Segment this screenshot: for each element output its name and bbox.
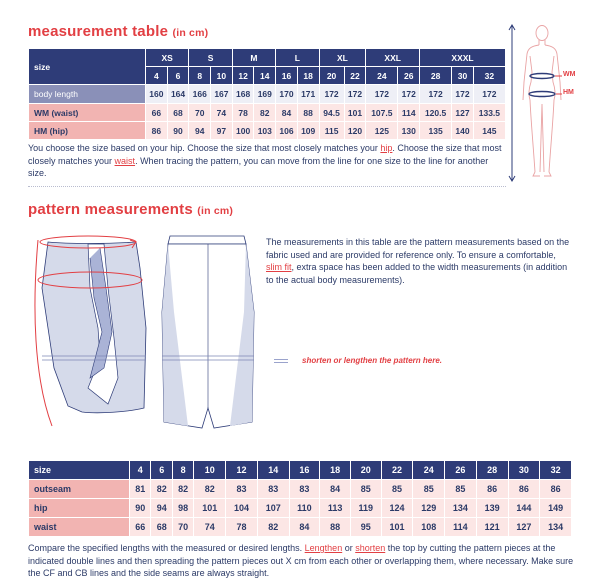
- table-cell: 172: [398, 85, 419, 103]
- table-cell: 168: [233, 85, 254, 103]
- table-cell: 101: [345, 104, 366, 121]
- table-cell: 95: [351, 518, 381, 536]
- table-cell: 66: [146, 104, 167, 121]
- size-number: 28: [420, 67, 451, 84]
- table-cell: 68: [151, 518, 171, 536]
- size-number: 12: [233, 67, 254, 84]
- table-cell: 90: [168, 122, 189, 139]
- table-cell: 70: [173, 518, 193, 536]
- lengthen-link[interactable]: Lengthen: [304, 543, 343, 553]
- table-cell: 129: [413, 499, 444, 517]
- skirt-back-illustration: [160, 232, 256, 442]
- table-cell: 94.5: [320, 104, 344, 121]
- table-cell: 81: [130, 480, 150, 498]
- shorten-lengthen-marker: [274, 359, 288, 363]
- table-cell: 169: [254, 85, 275, 103]
- table-cell: 94: [189, 122, 210, 139]
- adjust-length-instructions: [28, 542, 576, 580]
- table-cell: 164: [168, 85, 189, 103]
- size-number: 14: [258, 461, 289, 479]
- section-unit: (in cm): [172, 27, 209, 39]
- table-cell: 97: [211, 122, 232, 139]
- table-cell: 78: [233, 104, 254, 121]
- row-label-waist: waist: [29, 518, 129, 536]
- table-cell: 127: [452, 104, 473, 121]
- para3-text-1: Compare the specified lengths with the measured or desired lengths.: [28, 543, 305, 553]
- table-cell: 90: [130, 499, 150, 517]
- row-label-waist: WM (waist): [29, 104, 145, 121]
- section-unit: (in cm): [197, 205, 234, 217]
- table-cell: 86: [477, 480, 508, 498]
- table-cell: 125: [366, 122, 397, 139]
- table-cell: 101: [382, 518, 413, 536]
- table-cell: 134: [445, 499, 476, 517]
- hm-label: HM: [563, 89, 574, 96]
- size-number: 12: [226, 461, 257, 479]
- size-number: 6: [151, 461, 171, 479]
- section-title-text: pattern measurements: [28, 201, 193, 218]
- shorten-lengthen-note: shorten or lengthen the pattern here.: [302, 356, 443, 365]
- size-number: 16: [276, 67, 297, 84]
- table-cell: 66: [130, 518, 150, 536]
- size-xs: XS: [146, 49, 188, 66]
- size-number: 28: [477, 461, 508, 479]
- hip-link[interactable]: hip: [380, 143, 393, 153]
- table-cell: 149: [540, 499, 571, 517]
- table-cell: 104: [226, 499, 257, 517]
- table-cell: 107.5: [366, 104, 397, 121]
- table-cell: 114: [445, 518, 476, 536]
- table-cell: 124: [382, 499, 413, 517]
- table-cell: 82: [151, 480, 171, 498]
- table-cell: 83: [226, 480, 257, 498]
- size-number: 30: [509, 461, 540, 479]
- table-cell: 110: [290, 499, 320, 517]
- size-number: 18: [320, 461, 350, 479]
- table-cell: 106: [276, 122, 297, 139]
- para2-text-1: The measurements in this table are the pattern measurements based on the fabric used and are provided for reference only. To ensure a comfortable,: [266, 237, 570, 260]
- skirt-front-illustration: [28, 228, 156, 442]
- size-xxl: XXL: [366, 49, 419, 66]
- table-cell: 82: [258, 518, 289, 536]
- table-cell: 108: [413, 518, 444, 536]
- size-number: 30: [452, 67, 473, 84]
- table-cell: 109: [298, 122, 319, 139]
- table-cell: 103: [254, 122, 275, 139]
- table-cell: 100: [233, 122, 254, 139]
- size-header: size: [29, 461, 129, 479]
- divider: [28, 186, 506, 187]
- table-cell: 83: [258, 480, 289, 498]
- table-cell: 82: [194, 480, 225, 498]
- pattern-measurements-table: [28, 460, 572, 537]
- table-cell: 94: [151, 499, 171, 517]
- size-number: 10: [211, 67, 232, 84]
- table-cell: 166: [189, 85, 210, 103]
- table-cell: 74: [194, 518, 225, 536]
- table-cell: 113: [320, 499, 350, 517]
- size-number: 26: [445, 461, 476, 479]
- measurement-table: [28, 48, 506, 140]
- table-cell: 85: [445, 480, 476, 498]
- para3-text-3: the top by cutting the pattern pieces at the indicated double lines and then spreading the pattern pieces out X cm from each other or overlapping them, where necessary. Make sure the CF and CB lines and the side seams are always straight.: [28, 543, 574, 578]
- table-cell: 85: [382, 480, 413, 498]
- table-cell: 98: [173, 499, 193, 517]
- table-cell: 74: [211, 104, 232, 121]
- size-number: 16: [290, 461, 320, 479]
- size-l: L: [276, 49, 318, 66]
- table-cell: 86: [540, 480, 571, 498]
- size-number: 4: [130, 461, 150, 479]
- size-number: 14: [254, 67, 275, 84]
- table-cell: 88: [298, 104, 319, 121]
- table-cell: 82: [173, 480, 193, 498]
- size-number: 8: [189, 67, 210, 84]
- section-title-text: measurement table: [28, 23, 169, 40]
- table-cell: 68: [168, 104, 189, 121]
- table-cell: 70: [189, 104, 210, 121]
- table-cell: 160: [146, 85, 167, 103]
- pattern-measurements-title: [28, 201, 233, 218]
- table-cell: 140: [452, 122, 473, 139]
- table-cell: 86: [146, 122, 167, 139]
- size-xxxl: XXXL: [420, 49, 505, 66]
- table-cell: 133.5: [474, 104, 505, 121]
- table-cell: 120.5: [420, 104, 451, 121]
- table-cell: 85: [413, 480, 444, 498]
- size-number: 32: [540, 461, 571, 479]
- table-cell: 172: [474, 85, 505, 103]
- row-label-hip: HM (hip): [29, 122, 145, 139]
- para1-text-1: You choose the size based on your hip. Choose the size that most closely matches your: [28, 143, 381, 153]
- size-number: 6: [168, 67, 189, 84]
- size-s: S: [189, 49, 231, 66]
- table-cell: 144: [509, 499, 540, 517]
- size-instructions: [28, 142, 508, 180]
- row-label-hip: hip: [29, 499, 129, 517]
- table-cell: 83: [290, 480, 320, 498]
- para1-text-3: . When tracing the pattern, you can move from the line for one size to the line for another size.: [28, 155, 489, 178]
- table-cell: 172: [366, 85, 397, 103]
- size-number: 20: [320, 67, 344, 84]
- row-label-outseam: outseam: [29, 480, 129, 498]
- table-cell: 88: [320, 518, 350, 536]
- table-cell: 86: [509, 480, 540, 498]
- table-cell: 172: [345, 85, 366, 103]
- table-cell: 84: [290, 518, 320, 536]
- table-cell: 172: [452, 85, 473, 103]
- table-cell: 172: [420, 85, 451, 103]
- table-cell: 82: [254, 104, 275, 121]
- table-cell: 85: [351, 480, 381, 498]
- table-cell: 114: [398, 104, 419, 121]
- table-cell: 170: [276, 85, 297, 103]
- size-number: 32: [474, 67, 505, 84]
- row-label-body-length: body length: [29, 85, 145, 103]
- size-number: 4: [146, 67, 167, 84]
- table-cell: 139: [477, 499, 508, 517]
- size-number: 22: [345, 67, 366, 84]
- table-cell: 101: [194, 499, 225, 517]
- size-xl: XL: [320, 49, 366, 66]
- body-figure-illustration: [506, 22, 576, 184]
- table-cell: 84: [320, 480, 350, 498]
- table-cell: 119: [351, 499, 381, 517]
- size-header: size: [29, 49, 145, 84]
- table-cell: 145: [474, 122, 505, 139]
- waist-link[interactable]: waist: [114, 155, 136, 166]
- table-cell: 130: [398, 122, 419, 139]
- shorten-link[interactable]: shorten: [355, 543, 386, 553]
- table-cell: 135: [420, 122, 451, 139]
- size-number: 8: [173, 461, 193, 479]
- table-cell: 167: [211, 85, 232, 103]
- table-cell: 78: [226, 518, 257, 536]
- table-cell: 84: [276, 104, 297, 121]
- slim-fit-link[interactable]: slim fit: [266, 262, 292, 272]
- measurement-table-title: [28, 23, 208, 40]
- para3-text-2: or: [342, 543, 356, 553]
- wm-label: WM: [563, 71, 576, 78]
- table-cell: 171: [298, 85, 319, 103]
- para1-text-2: . Choose the size that most closely matches your: [28, 143, 502, 166]
- table-cell: 121: [477, 518, 508, 536]
- size-number: 24: [413, 461, 444, 479]
- size-m: M: [233, 49, 275, 66]
- size-number: 10: [194, 461, 225, 479]
- size-number: 20: [351, 461, 381, 479]
- pattern-measurements-note: [266, 236, 574, 286]
- table-cell: 115: [320, 122, 344, 139]
- table-cell: 127: [509, 518, 540, 536]
- para2-text-2: , extra space has been added to the width measurements (in addition to the actual body measurements).: [266, 262, 568, 285]
- size-number: 18: [298, 67, 319, 84]
- size-number: 22: [382, 461, 413, 479]
- table-cell: 120: [345, 122, 366, 139]
- size-number: 26: [398, 67, 419, 84]
- table-cell: 107: [258, 499, 289, 517]
- table-cell: 134: [540, 518, 571, 536]
- size-number: 24: [366, 67, 397, 84]
- table-cell: 172: [320, 85, 344, 103]
